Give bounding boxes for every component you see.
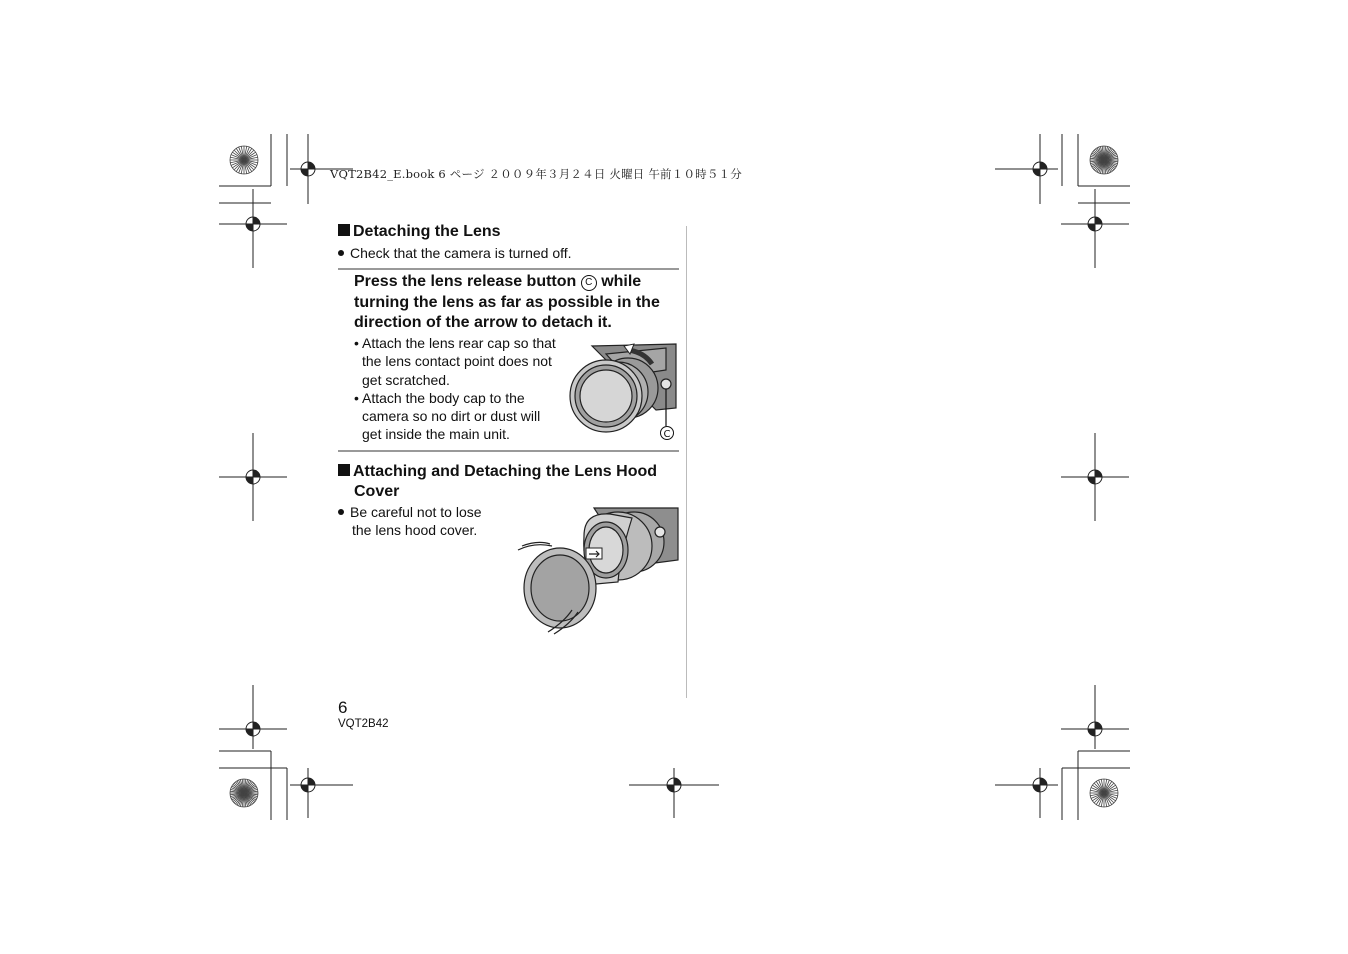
page-number: 6: [338, 698, 348, 717]
section-title-text: Attaching and Detaching the Lens Hood: [353, 463, 658, 480]
section-title-text: Detaching the Lens: [353, 223, 501, 240]
column-divider: [686, 226, 687, 698]
bullet-hood-cover: [338, 503, 482, 521]
model-code: VQT2B42: [338, 718, 389, 730]
square-bullet-icon: [338, 464, 350, 476]
section-title-hood-line2: Cover: [354, 483, 400, 500]
marker-c-icon: C: [581, 275, 597, 291]
notes-list: [354, 334, 559, 444]
file-info-header: VQT2B42_E.book 6 ページ ２００９年３月２４日 火曜日 午前１０時５１分: [330, 167, 742, 181]
bullet-check-off: [338, 244, 572, 262]
bullet-text: Check that the camera is turned off.: [350, 245, 572, 261]
lens-detach-illustration: [566, 340, 680, 444]
step-instruction: [354, 272, 680, 334]
note-item: • Attach the body cap to the camera so no dirt or dust will get inside the main unit.: [354, 389, 541, 443]
divider-rule: [338, 268, 679, 270]
bullet-dot-icon: [338, 509, 344, 515]
figure-label-c: C: [663, 429, 671, 440]
step-text-part2: while turning the lens as far as possible in the direction of the arrow to detach it.: [354, 273, 660, 331]
bullet-text: Be careful not to lose: [350, 504, 482, 520]
note-item: • Attach the lens rear cap so that the lens contact point does not get scratched.: [354, 335, 556, 388]
hood-cover-illustration: [514, 506, 680, 638]
step-text-part1: Press the lens release button: [354, 273, 581, 290]
bullet-hood-cover-line2: the lens hood cover.: [352, 522, 478, 538]
divider-rule: [338, 450, 679, 452]
section-title-hood: [338, 462, 657, 482]
section-title-detaching: [338, 222, 501, 242]
square-bullet-icon: [338, 224, 350, 236]
bullet-dot-icon: [338, 250, 344, 256]
